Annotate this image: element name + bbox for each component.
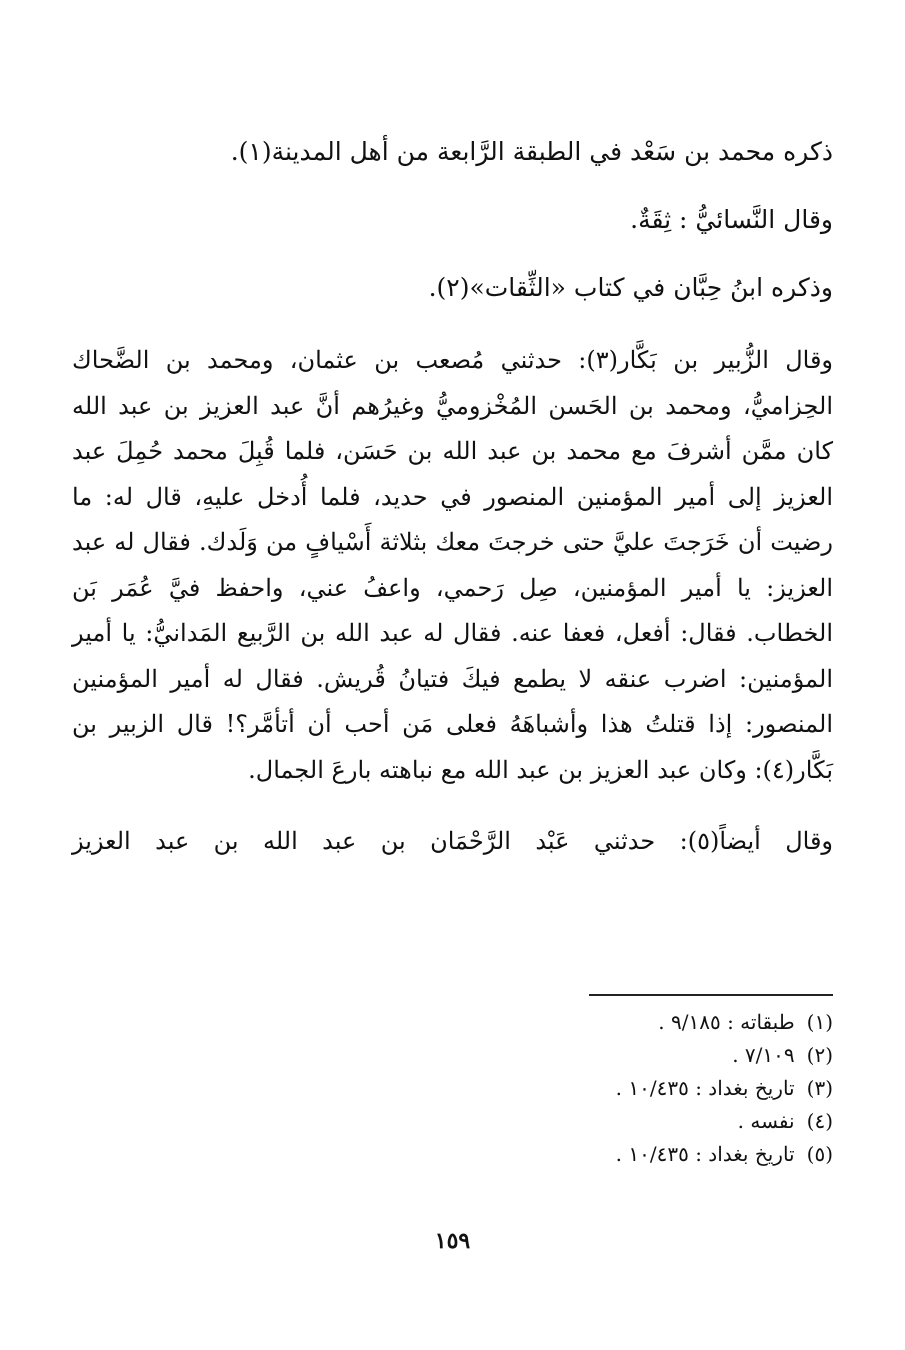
footnote-number: (٢) (806, 1043, 833, 1067)
paragraph-5: وقال أيضاً(٥): حدثني عَبْد الرَّحْمَان بن عبد الله بن عبد العزيز (72, 827, 834, 855)
footnote-5 (73, 1138, 833, 1171)
paragraph-2: وقال النَّسائيُّ : ثِقَةٌ. (630, 205, 833, 234)
footnote-text: نفسه . (737, 1109, 795, 1133)
paragraph-1: ذكره محمد بن سَعْد في الطبقة الرَّابعة من أهل المدينة(١). (230, 137, 833, 166)
main-text (72, 128, 833, 865)
footnote-text: تاريخ بغداد : ١٠/٤٣٥ . (615, 1076, 795, 1100)
paragraph-4: وقال الزُّبير بن بَكَّار(٣): حدثني مُصعب بن عثمان، ومحمد بن الضَّحاك الحِزاميُّ، ومحمد بن الحَسن المُخْزوميُّ وغيرُهم أنَّ عبد العزيز بن عبد الله كان ممَّن أشرفَ مع محمد بن عبد الله بن حَسَن، فلما قُبِلَ محمد حُمِلَ عبد العزيز إلى أمير المؤمنين المنصور في حديد، فلما أُدخل عليهِ، قال له: ما رضيت أن خَرَجتَ عليَّ حتى خرجتَ معك بثلاثة أَسْيافٍ من وَلَدك. فقال له عبد العزيز: يا أمير المؤمنين، صِل رَحمي، واعفُ عني، واحفظ فيَّ عُمَر بَن الخطاب. فقال: أفعل، فعفا عنه. فقال له عبد الله بن الرَّبيع المَدانيُّ: يا أمير المؤمنين: اضرب عنقه لا يطمع فيكَ فتيانُ قُريش. فقال له أمير المؤمنين المنصور: إذا قتلتُ هذا وأشباهَهُ فعلى مَن أحب أن أتأمَّر؟! قال الزبير بن بَكَّار(٤): وكان عبد العزيز بن عبد الله مع نباهته بارعَ الجمال. (72, 346, 833, 784)
footnote-4 (73, 1105, 833, 1138)
footnote-number: (١) (806, 1010, 833, 1034)
footnote-2 (73, 1039, 833, 1072)
footnote-3 (73, 1072, 833, 1105)
footnote-number: (٥) (806, 1142, 833, 1166)
footnote-text: ٧/١٠٩ . (732, 1043, 795, 1067)
footnote-number: (٤) (806, 1109, 833, 1133)
paragraph-3: وذكره ابنُ حِبَّان في كتاب «الثِّقات»(٢). (428, 273, 833, 302)
footnote-divider (589, 994, 833, 996)
footnotes (73, 1006, 833, 1171)
footnote-1 (73, 1006, 833, 1039)
page-number: ١٥٩ (434, 1228, 471, 1254)
footnote-number: (٣) (806, 1076, 833, 1100)
footnote-text: تاريخ بغداد : ١٠/٤٣٥ . (615, 1142, 795, 1166)
footnote-text: طبقاته : ٩/١٨٥ . (658, 1010, 795, 1034)
